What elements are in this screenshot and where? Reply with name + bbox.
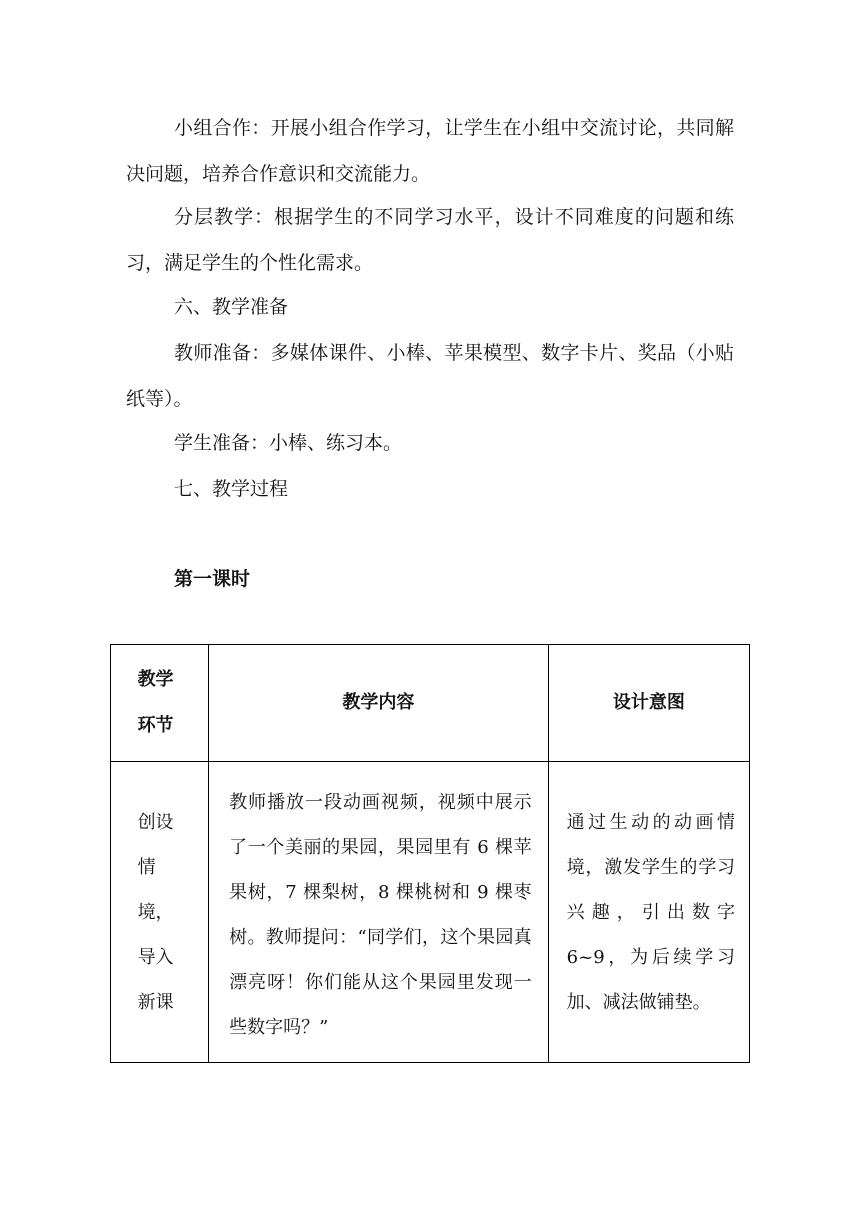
header-intent-label: 设计意图	[612, 692, 685, 713]
content-text: 教师播放一段动画视频，视频中展示了一个美丽的果园，果园里有 6 棵苹果树，7 棵梨树，8 棵桃树和 9 棵枣树。教师提问：“同学们，这个果园真漂亮呀！你们能从这个果园里发现一些数字吗？”	[229, 792, 532, 1038]
header-cell-stage	[111, 645, 209, 762]
paragraph-teacher-prep: 教师准备：多媒体课件、小棒、苹果模型、数字卡片、奖品（小贴纸等）。	[126, 342, 734, 410]
header-cell-content	[209, 645, 549, 762]
content-cell	[209, 762, 549, 1063]
table-header-row	[111, 645, 750, 762]
lesson-plan-table	[110, 644, 750, 1063]
heading-teaching-process: 七、教学过程	[174, 478, 289, 500]
header-cell-intent	[548, 645, 749, 762]
section-title-first-lesson: 第一课时	[174, 568, 251, 590]
paragraph-student-prep: 学生准备：小棒、练习本。	[174, 432, 403, 454]
stage-cell	[111, 762, 209, 1063]
heading-teaching-preparation: 六、教学准备	[174, 296, 289, 318]
paragraph-tiered-teaching: 分层教学：根据学生的不同学习水平，设计不同难度的问题和练习，满足学生的个性化需求。	[126, 206, 734, 274]
paragraph-group-work: 小组合作：开展小组合作学习，让学生在小组中交流讨论，共同解决问题，培养合作意识和交流能力。	[126, 117, 734, 185]
header-content-label: 教学内容	[342, 692, 415, 713]
stage-text: 创设情境，导入新课	[137, 811, 174, 1013]
header-stage-label: 教学环节	[137, 669, 174, 736]
intent-cell	[548, 762, 749, 1063]
intent-text: 通过生动的动画情境，激发学生的学习兴趣，引出数字 6~9，为后续学习加、减法做铺垫。	[566, 811, 735, 1013]
table-row	[111, 762, 750, 1063]
